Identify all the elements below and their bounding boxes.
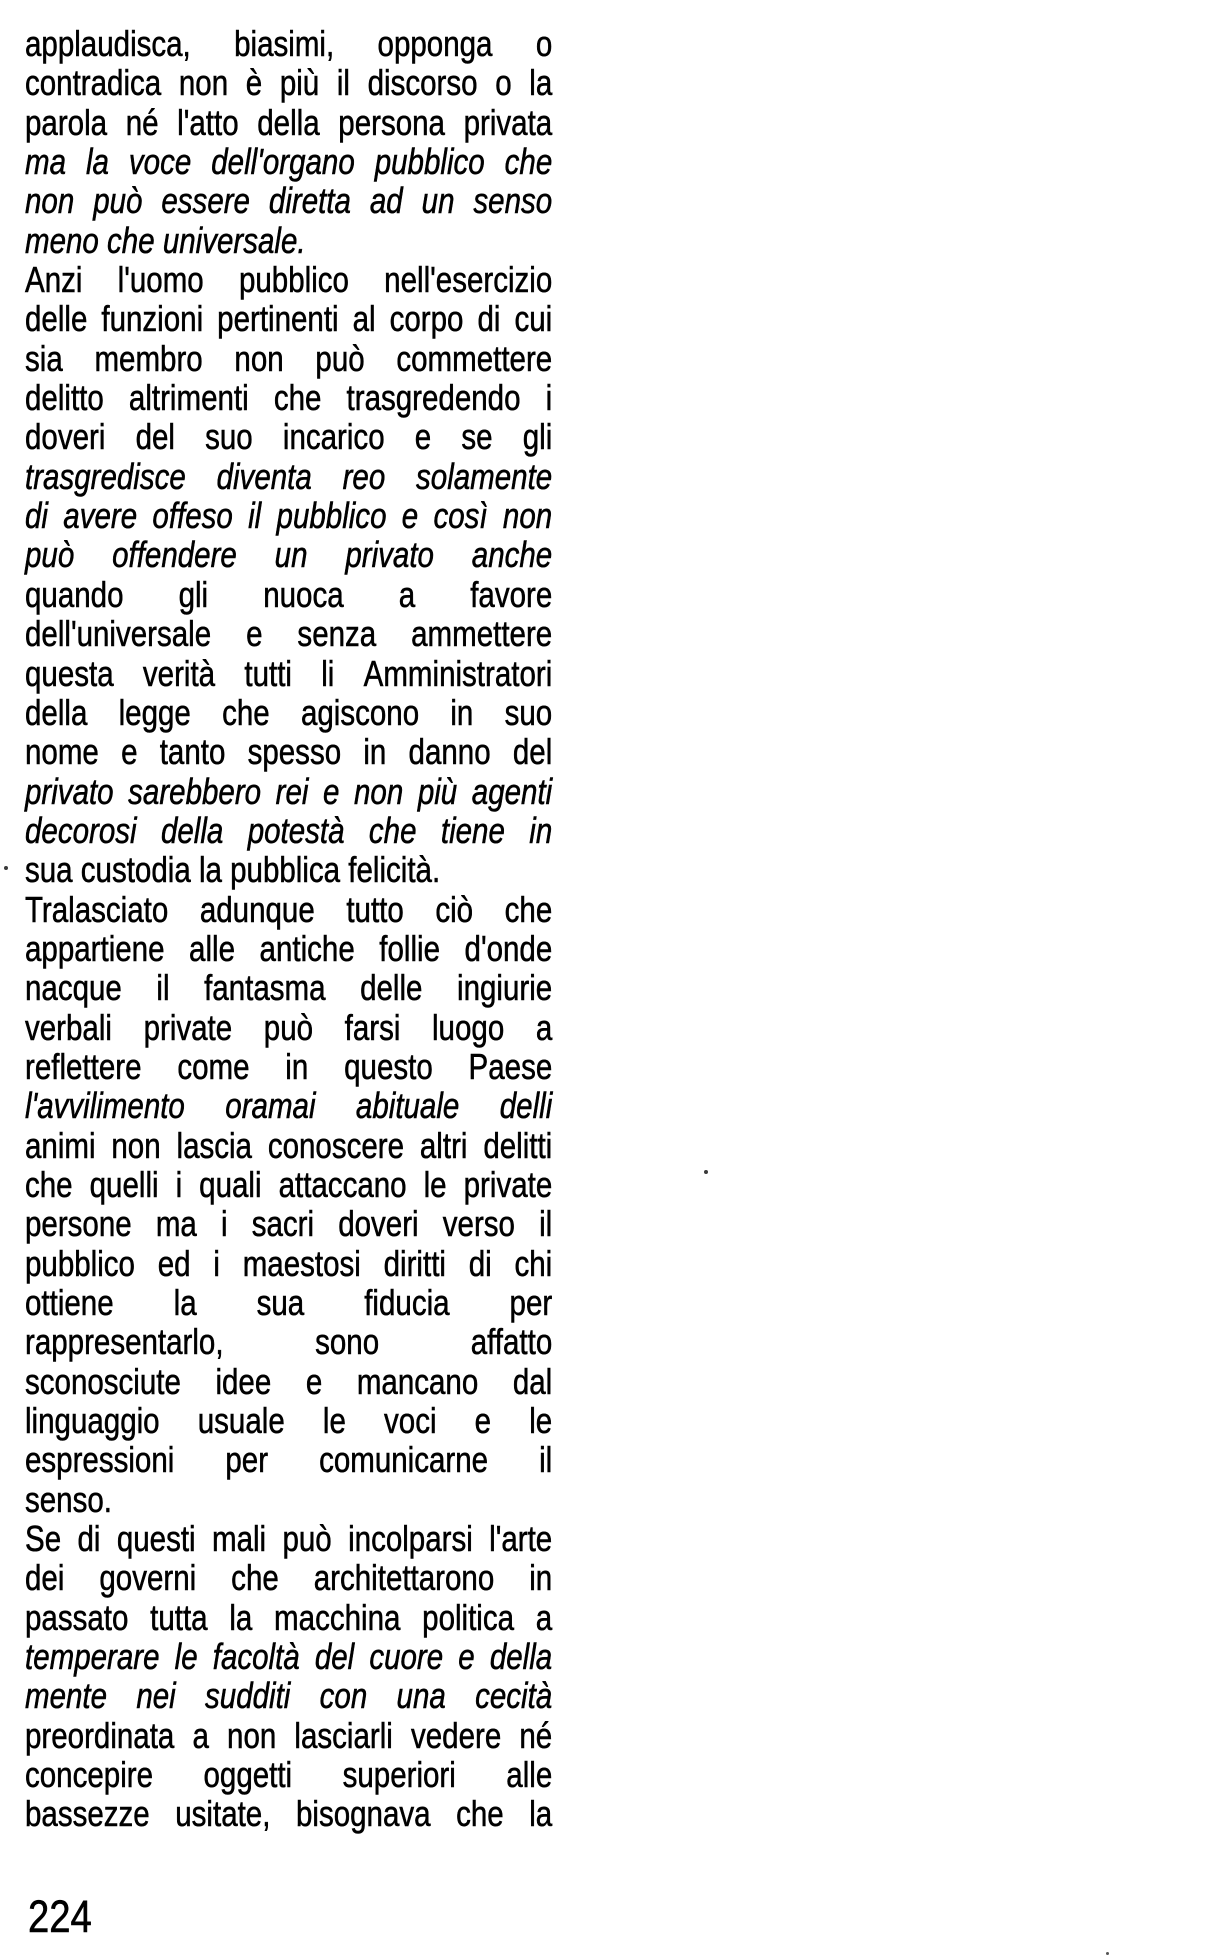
word: al: [352, 298, 376, 340]
word: linguaggio: [25, 1400, 160, 1442]
word: nome: [25, 731, 99, 773]
text-line: [25, 1204, 552, 1243]
word: del: [314, 1636, 355, 1678]
word: ingiurie: [457, 967, 553, 1009]
word: del: [135, 416, 175, 458]
word: pubblico: [374, 141, 485, 183]
word: verso: [442, 1203, 515, 1245]
word: diretta: [268, 180, 351, 222]
word: così: [433, 495, 488, 537]
word: commettere: [396, 337, 553, 379]
word: dal: [512, 1360, 553, 1402]
text-line: [25, 1519, 552, 1558]
word: l'uomo: [117, 259, 204, 301]
word: ma: [155, 1203, 197, 1245]
word: e: [305, 1360, 323, 1402]
word: il: [248, 495, 262, 537]
word: animi: [25, 1124, 96, 1166]
body-text-column: [25, 24, 553, 1834]
word: comunicarne: [319, 1439, 489, 1481]
word: voci: [384, 1400, 437, 1442]
word: mancano: [356, 1360, 479, 1402]
word: Paese: [468, 1045, 553, 1087]
text-line: [25, 142, 552, 181]
word: nacque: [25, 967, 122, 1009]
word: può: [282, 1518, 332, 1560]
word: le: [529, 1400, 553, 1442]
word: il: [336, 62, 350, 104]
word: alle: [189, 927, 236, 969]
word: i: [545, 377, 553, 419]
word: in: [363, 731, 387, 773]
word: rei: [275, 770, 309, 812]
word: maestosi: [242, 1242, 361, 1284]
word: delitti: [483, 1124, 553, 1166]
text-line: [25, 968, 552, 1007]
word: sudditi: [205, 1675, 291, 1717]
text-line: [25, 103, 552, 142]
word: private: [143, 1006, 233, 1048]
word: espressioni: [25, 1439, 175, 1481]
word: offendere: [112, 534, 237, 576]
word: anche: [471, 534, 553, 576]
word: questa: [25, 652, 114, 694]
text-line: meno che universale.: [25, 219, 306, 261]
word: che: [456, 1793, 504, 1835]
word: nuoca: [263, 573, 344, 615]
word: a: [192, 1714, 209, 1756]
text-line: [25, 1440, 552, 1479]
word: fantasma: [204, 967, 326, 1009]
word: bisognava: [295, 1793, 431, 1835]
word: farsi: [344, 1006, 401, 1048]
word: della: [489, 1636, 553, 1678]
word: può: [93, 180, 143, 222]
text-line: senso.: [25, 1478, 112, 1520]
word: oramai: [225, 1085, 316, 1127]
word: diritti: [383, 1242, 446, 1284]
word: private: [463, 1163, 553, 1205]
text-line: [25, 1676, 552, 1715]
text-line: [25, 1244, 552, 1283]
word: la: [173, 1282, 197, 1323]
text-line: [25, 1794, 552, 1833]
word: le: [174, 1636, 198, 1678]
word: e: [246, 613, 263, 655]
word: che: [504, 141, 553, 183]
word: né: [125, 101, 159, 143]
text-line: [25, 457, 552, 496]
word: e: [414, 416, 432, 458]
word: facoltà: [212, 1636, 300, 1678]
text-line: [25, 732, 552, 771]
word: tutta: [150, 1596, 208, 1638]
word: delli: [499, 1085, 553, 1127]
word: sconosciute: [25, 1360, 181, 1402]
word: li: [321, 652, 335, 694]
word: Anzi: [25, 259, 83, 301]
word: in: [285, 1045, 309, 1087]
word: e: [121, 731, 138, 773]
word: appartiene: [25, 927, 165, 969]
word: della: [257, 101, 320, 143]
word: può: [263, 1006, 314, 1048]
word: biasimi,: [234, 23, 335, 64]
word: ciò: [435, 888, 474, 930]
word: che: [368, 809, 417, 851]
word: pertinenti: [217, 298, 339, 340]
word: mente: [25, 1675, 108, 1717]
text-line: [25, 929, 552, 968]
word: ma: [25, 141, 67, 183]
word: verbali: [25, 1006, 112, 1048]
word: la: [529, 1793, 553, 1835]
word: se: [461, 416, 493, 458]
word: bassezze: [25, 1793, 150, 1835]
word: con: [319, 1675, 368, 1717]
word: diventa: [216, 455, 312, 497]
word: essere: [161, 180, 250, 222]
text-line: [25, 1716, 552, 1755]
word: adunque: [199, 888, 315, 930]
text-line: [25, 260, 552, 299]
word: pubblico: [25, 1242, 135, 1284]
word: e: [323, 770, 340, 812]
word: gli: [178, 573, 209, 615]
word: persona: [338, 101, 445, 143]
text-line: [25, 378, 552, 417]
word: membro: [94, 337, 203, 379]
word: e: [474, 1400, 492, 1442]
word: Tralasciato: [25, 888, 169, 930]
text-line: [25, 1637, 552, 1676]
word: della: [160, 809, 224, 851]
text-line: [25, 299, 552, 338]
word: applaudisca,: [25, 23, 191, 64]
word: sarebbero: [128, 770, 262, 812]
text-line: [25, 1008, 552, 1047]
word: e: [458, 1636, 475, 1678]
word: la: [229, 1596, 253, 1638]
text-line: [25, 1086, 552, 1125]
text-line: [25, 1047, 552, 1086]
word: preordinata: [25, 1714, 175, 1756]
word: di: [468, 1242, 492, 1284]
word: suo: [205, 416, 253, 458]
word: un: [274, 534, 308, 576]
word: reflettere: [25, 1045, 142, 1087]
word: l'arte: [489, 1518, 553, 1560]
word: di: [25, 495, 48, 537]
text-line: [25, 339, 552, 378]
word: parola: [25, 101, 108, 143]
word: di: [77, 1518, 101, 1560]
word: reo: [342, 455, 386, 497]
word: delitto: [25, 377, 104, 419]
word: persone: [25, 1203, 132, 1245]
word: a: [398, 573, 416, 615]
word: che: [504, 888, 553, 930]
word: delle: [360, 967, 423, 1009]
word: Se: [25, 1518, 62, 1560]
text-line: [25, 1165, 552, 1204]
word: follie: [379, 927, 440, 969]
word: i: [175, 1163, 183, 1205]
word: in: [450, 691, 474, 733]
text-line: [25, 1598, 552, 1637]
word: privata: [463, 101, 553, 143]
word: non: [227, 1714, 277, 1756]
word: può: [25, 534, 75, 576]
word: potestà: [247, 809, 345, 851]
word: mali: [211, 1518, 267, 1560]
word: tutto: [346, 888, 404, 930]
word: vedere: [410, 1714, 502, 1756]
word: non: [178, 62, 229, 104]
word: cuore: [369, 1636, 444, 1678]
word: passato: [25, 1596, 129, 1638]
word: di: [477, 298, 501, 340]
word: più: [417, 770, 458, 812]
word: sacri: [251, 1203, 315, 1245]
text-line: [25, 181, 552, 220]
word: questo: [344, 1045, 433, 1087]
word: ed: [157, 1242, 191, 1284]
word: tanto: [159, 731, 226, 773]
word: non: [25, 180, 75, 222]
word: pubblico: [276, 495, 387, 537]
word: la: [529, 62, 553, 104]
text-line: [25, 24, 552, 63]
word: la: [85, 141, 109, 183]
word: funzioni: [101, 298, 204, 340]
text-line: [25, 535, 552, 574]
word: come: [177, 1045, 250, 1087]
word: un: [421, 180, 455, 222]
word: il: [156, 967, 170, 1009]
word: legge: [118, 691, 191, 733]
word: favore: [470, 573, 553, 615]
word: danno: [408, 731, 491, 773]
word: Amministratori: [363, 652, 553, 694]
word: in: [529, 809, 553, 851]
word: corpo: [389, 298, 464, 340]
word: voce: [128, 141, 192, 183]
scan-speck: [1106, 1952, 1109, 1955]
word: a: [535, 1596, 553, 1638]
word: nei: [136, 1675, 176, 1717]
word: idee: [215, 1360, 272, 1402]
word: lasciarli: [294, 1714, 393, 1756]
word: senza: [297, 613, 377, 655]
word: agenti: [471, 770, 553, 812]
word: attaccano: [278, 1163, 407, 1205]
word: rappresentarlo,: [25, 1321, 224, 1363]
word: affatto: [470, 1321, 553, 1363]
word: opponga: [377, 23, 493, 64]
word: spesso: [247, 731, 342, 773]
text-line: sua custodia la pubblica felicità.: [25, 849, 441, 891]
word: usuale: [197, 1400, 285, 1442]
word: non: [502, 495, 553, 537]
word: o: [495, 62, 512, 104]
word: i: [221, 1203, 228, 1245]
word: per: [225, 1439, 269, 1481]
word: non: [234, 337, 284, 379]
word: altri: [419, 1124, 468, 1166]
word: verità: [142, 652, 216, 694]
word: decorosi: [25, 809, 137, 851]
word: delle: [25, 298, 88, 340]
word: a: [535, 1006, 553, 1048]
word: gli: [522, 416, 553, 458]
text-line: [25, 1755, 552, 1794]
word: privato: [25, 770, 114, 812]
word: l'atto: [177, 101, 239, 143]
word: luogo: [432, 1006, 505, 1048]
word: offeso: [152, 495, 233, 537]
text-line: [25, 63, 552, 102]
word: e: [401, 495, 419, 537]
text-line: [25, 496, 552, 535]
word: altrimenti: [128, 377, 249, 419]
text-line: [25, 1322, 552, 1361]
word: non: [353, 770, 404, 812]
word: concepire: [25, 1754, 153, 1796]
word: lascia: [176, 1124, 252, 1166]
word: che: [273, 377, 322, 419]
word: privato: [345, 534, 434, 576]
word: può: [315, 337, 365, 379]
text-line: [25, 772, 552, 811]
word: l'avvilimento: [25, 1085, 185, 1127]
text-line: [25, 1283, 552, 1322]
word: superiori: [342, 1754, 456, 1796]
word: che: [222, 691, 270, 733]
text-line: [25, 417, 552, 456]
word: fiducia: [364, 1282, 450, 1323]
word: della: [25, 691, 88, 733]
word: abituale: [355, 1085, 460, 1127]
word: le: [423, 1163, 447, 1205]
word: suo: [504, 691, 553, 733]
word: quelli: [89, 1163, 159, 1205]
word: dell'organo: [211, 141, 355, 183]
text-line: [25, 614, 552, 653]
scan-speck: [704, 1170, 708, 1174]
word: d'onde: [464, 927, 553, 969]
word: senso: [473, 180, 553, 222]
text-line: [25, 654, 552, 693]
text-line: [25, 693, 552, 732]
word: quando: [25, 573, 124, 615]
word: il: [539, 1439, 553, 1481]
word: questi: [116, 1518, 196, 1560]
word: dell'universale: [25, 613, 212, 655]
word: pubblico: [238, 259, 349, 301]
text-line: [25, 1362, 552, 1401]
word: discorso: [367, 62, 478, 104]
word: contradica: [25, 62, 162, 104]
word: o: [535, 23, 553, 64]
word: trasgredendo: [346, 377, 521, 419]
word: sua: [256, 1282, 305, 1323]
word: nell'esercizio: [384, 259, 553, 301]
word: conoscere: [267, 1124, 405, 1166]
word: ammettere: [411, 613, 553, 655]
word: agiscono: [300, 691, 420, 733]
word: sia: [25, 337, 63, 379]
word: incarico: [282, 416, 385, 458]
word: solamente: [416, 455, 553, 497]
word: una: [396, 1675, 446, 1717]
word: non: [111, 1124, 161, 1166]
word: più: [279, 62, 320, 104]
page-number: 224: [28, 1891, 92, 1942]
word: temperare: [25, 1636, 160, 1678]
word: alle: [506, 1754, 553, 1796]
word: trasgredisce: [25, 455, 186, 497]
word: sono: [315, 1321, 380, 1363]
word: governi: [99, 1557, 197, 1599]
word: che: [231, 1557, 279, 1599]
word: che: [25, 1163, 73, 1205]
text-line: [25, 575, 552, 614]
word: i: [213, 1242, 220, 1284]
word: per: [509, 1282, 553, 1323]
word: doveri: [25, 416, 106, 458]
word: cecità: [475, 1675, 553, 1717]
word: dei: [25, 1557, 65, 1599]
word: del: [512, 731, 553, 773]
text-line: [25, 1401, 552, 1440]
scan-speck: [4, 866, 8, 870]
word: usitate,: [175, 1793, 271, 1835]
word: architettarono: [313, 1557, 495, 1599]
text-line: [25, 811, 552, 850]
word: chi: [514, 1242, 553, 1284]
text-line: [25, 1126, 552, 1165]
word: macchina: [274, 1596, 401, 1638]
word: antiche: [259, 927, 355, 969]
word: in: [529, 1557, 553, 1599]
word: ad: [369, 180, 403, 222]
word: le: [322, 1400, 346, 1442]
text-line: [25, 1558, 552, 1597]
word: il: [539, 1203, 553, 1245]
word: è: [245, 62, 263, 104]
word: ottiene: [25, 1282, 114, 1323]
word: politica: [422, 1596, 515, 1638]
word: doveri: [338, 1203, 419, 1245]
word: avere: [63, 495, 138, 537]
word: oggetti: [203, 1754, 293, 1796]
text-line: [25, 890, 552, 929]
word: cui: [514, 298, 553, 340]
word: tutti: [244, 652, 292, 694]
word: né: [519, 1714, 553, 1756]
word: quali: [199, 1163, 262, 1205]
word: tiene: [440, 809, 505, 851]
word: incolparsi: [348, 1518, 473, 1560]
